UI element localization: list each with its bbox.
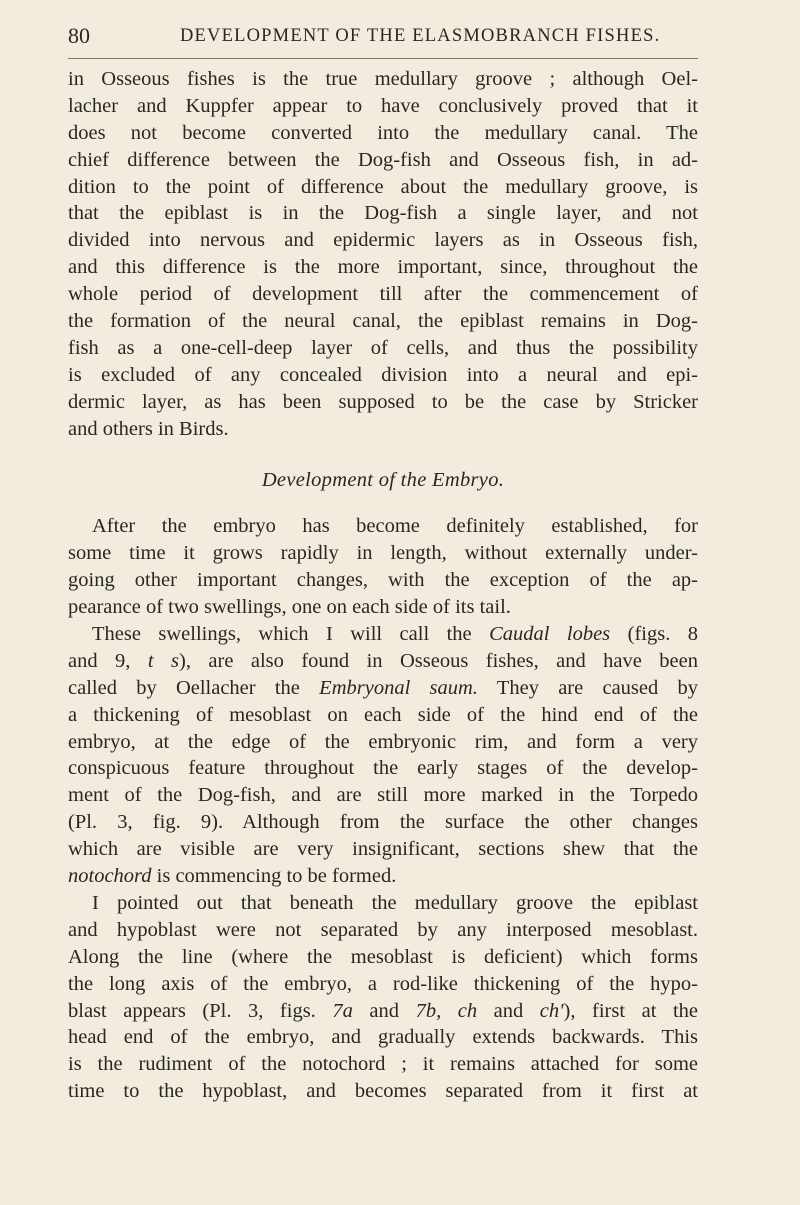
text-line bbox=[68, 675, 698, 702]
text-run: and bbox=[493, 999, 524, 1022]
italic-term: notochord bbox=[68, 865, 152, 888]
page-header bbox=[68, 20, 698, 52]
text-line: going other important changes, with the exception of the ap- bbox=[68, 569, 698, 592]
text-line: does not become converted into the medullary canal. The bbox=[68, 121, 698, 144]
text-line: whole period of development till after the commencement of bbox=[68, 283, 698, 306]
italic-term: t s bbox=[147, 649, 179, 672]
text-run: and bbox=[369, 999, 400, 1022]
italic-term: 7a bbox=[332, 999, 353, 1022]
text-run: (figs. 8 bbox=[627, 623, 699, 646]
text-line: a thickening of mesoblast on each side of the hind end of the bbox=[68, 703, 698, 726]
text-line: and others in Birds. bbox=[68, 417, 229, 440]
text-run: ), first at the bbox=[563, 999, 698, 1022]
page-body bbox=[68, 66, 698, 1105]
paragraph-medullary-groove bbox=[68, 66, 698, 442]
text-line: some time it grows rapidly in length, without externally under- bbox=[68, 542, 698, 565]
text-run: and 9, bbox=[68, 649, 131, 672]
text-line bbox=[68, 621, 698, 648]
text-line: conspicuous feature throughout the early stages of the develop- bbox=[68, 757, 698, 780]
text-line: I pointed out that beneath the medullary groove the epiblast bbox=[92, 891, 698, 914]
text-line: the formation of the neural canal, the epiblast remains in Dog- bbox=[68, 310, 698, 333]
text-line: is the rudiment of the notochord ; it remains attached for some bbox=[68, 1053, 698, 1076]
text-run: These swellings, which I will call the bbox=[92, 623, 472, 646]
text-line: time to the hypoblast, and becomes separated from it first at bbox=[68, 1080, 698, 1103]
text-run: is commencing to be formed. bbox=[156, 865, 397, 888]
italic-term: Caudal lobes bbox=[489, 623, 611, 646]
text-line: lacher and Kuppfer appear to have conclusively proved that it bbox=[68, 94, 698, 117]
text-line: fish as a one-cell-deep layer of cells, and thus the possibility bbox=[68, 336, 698, 359]
text-line: pearance of two swellings, one on each side of its tail. bbox=[68, 596, 511, 619]
text-line: divided into nervous and epidermic layers as in Osseous fish, bbox=[68, 229, 698, 252]
page-number: 80 bbox=[68, 23, 90, 48]
text-line: dermic layer, as has been supposed to be the case by Stricker bbox=[68, 390, 698, 413]
text-line: chief difference between the Dog-fish and Osseous fish, in ad- bbox=[68, 148, 698, 171]
running-title: DEVELOPMENT OF THE ELASMOBRANCH FISHES. bbox=[180, 26, 661, 46]
text-line: is excluded of any concealed division into a neural and epi- bbox=[68, 363, 698, 386]
italic-term: ch' bbox=[539, 999, 564, 1022]
text-line: the long axis of the embryo, a rod-like thickening of the hypo- bbox=[68, 972, 698, 995]
text-run: They are caused by bbox=[496, 676, 699, 699]
text-line: ment of the Dog-fish, and are still more marked in the Torpedo bbox=[68, 784, 698, 807]
italic-term: Embryonal saum. bbox=[319, 676, 478, 699]
text-line: and this difference is the more important, since, throughout the bbox=[68, 256, 698, 279]
text-line bbox=[68, 648, 698, 675]
paragraph-caudal-lobes bbox=[68, 513, 698, 889]
italic-term: 7b, ch bbox=[415, 999, 478, 1022]
text-line: embryo, at the edge of the embryonic rim, and form a very bbox=[68, 730, 698, 753]
text-line: that the epiblast is in the Dog-fish a single layer, and not bbox=[68, 202, 698, 225]
text-line: and hypoblast were not separated by any interposed mesoblast. bbox=[68, 918, 698, 941]
text-line bbox=[68, 998, 698, 1025]
text-line: Along the line (where the mesoblast is deficient) which forms bbox=[68, 945, 698, 968]
text-line: which are visible are very insignificant, sections shew that the bbox=[68, 838, 698, 861]
text-run: ), are also found in Osseous fishes, and have been bbox=[179, 649, 699, 672]
text-line: in Osseous fishes is the true medullary groove ; although Oel- bbox=[68, 68, 698, 90]
header-rule bbox=[68, 58, 698, 59]
text-line: After the embryo has become definitely established, for bbox=[92, 515, 698, 538]
section-heading: Development of the Embryo. bbox=[261, 469, 505, 492]
text-line bbox=[68, 863, 698, 890]
text-run: called by Oellacher the bbox=[68, 676, 300, 699]
text-line: head end of the embryo, and gradually extends backwards. This bbox=[68, 1026, 698, 1049]
text-line: (Pl. 3, fig. 9). Although from the surface the other changes bbox=[68, 811, 698, 834]
text-line: dition to the point of difference about the medullary groove, is bbox=[68, 175, 698, 198]
text-run: blast appears (Pl. 3, figs. bbox=[68, 999, 316, 1022]
paragraph-notochord bbox=[68, 890, 698, 1105]
